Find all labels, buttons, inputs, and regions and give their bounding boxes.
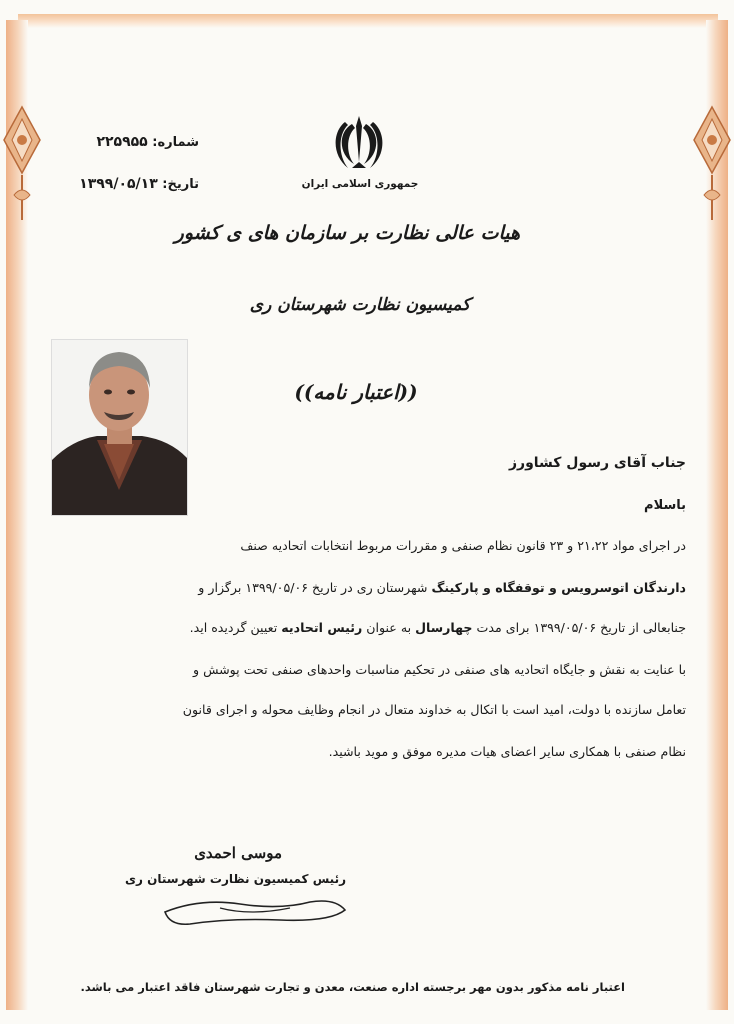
republic-name: جمهوری اسلامی ایران bbox=[301, 178, 419, 190]
footer-note: اعتبار نامه مذکور بدون مهر برجسته اداره صنعت، معدن و تجارت شهرستان فاقد اعتبار می باشد. bbox=[80, 980, 625, 994]
iran-emblem-icon bbox=[328, 112, 390, 174]
ornament-left-icon bbox=[0, 105, 44, 225]
signer-title: رئیس کمیسیون نظارت شهرستان ری bbox=[125, 872, 346, 886]
signer-name: موسی احمدی bbox=[194, 844, 282, 862]
salutation: باسلام bbox=[644, 498, 686, 513]
body-line-6: نظام صنفی با همکاری سایر اعضای هیات مدیره موفق و موید باشید. bbox=[328, 744, 686, 759]
commission-title: کمیسیون نظارت شهرستان ری bbox=[249, 295, 471, 315]
document-title: ((اعتبار نامه)) bbox=[294, 380, 418, 404]
letter-date: تاریخ: ۱۳۹۹/۰۵/۱۳ bbox=[79, 176, 199, 192]
portrait-photo bbox=[51, 339, 188, 516]
signature-icon bbox=[160, 890, 350, 930]
body-line-4: با عنایت به نقش و جایگاه اتحادیه های صنفی در تحکیم مناسبات واحدهای صنفی تحت پوشش و bbox=[192, 662, 686, 677]
body-line-3: جنابعالی از تاریخ ۱۳۹۹/۰۵/۰۶ برای مدت چهارسال به عنوان رئیس اتحادیه تعیین گردیده اید. bbox=[189, 620, 686, 635]
ornament-right-icon bbox=[690, 105, 734, 225]
letter-number: شماره: ۲۲۵۹۵۵ bbox=[96, 134, 199, 150]
board-title: هیات عالی نظارت بر سازمان های ی کشور bbox=[174, 222, 520, 244]
body-line-1: در اجرای مواد ۲۱،۲۲ و ۲۳ قانون نظام صنفی و مقررات مربوط انتخابات اتحادیه صنف bbox=[240, 538, 686, 553]
recipient-greeting: جناب آقای رسول کشاورز bbox=[508, 455, 686, 471]
person-portrait-icon bbox=[52, 340, 187, 515]
decorative-border-top bbox=[18, 14, 718, 28]
body-line-5: تعامل سازنده با دولت، امید است با اتکال به خداوند متعال در انجام وظایف محوله و اجرای قانون bbox=[182, 702, 686, 717]
body-line-2: دارندگان اتوسرویس و توقفگاه و پارکینگ شهرستان ری در تاریخ ۱۳۹۹/۰۵/۰۶ برگزار و bbox=[198, 580, 686, 595]
